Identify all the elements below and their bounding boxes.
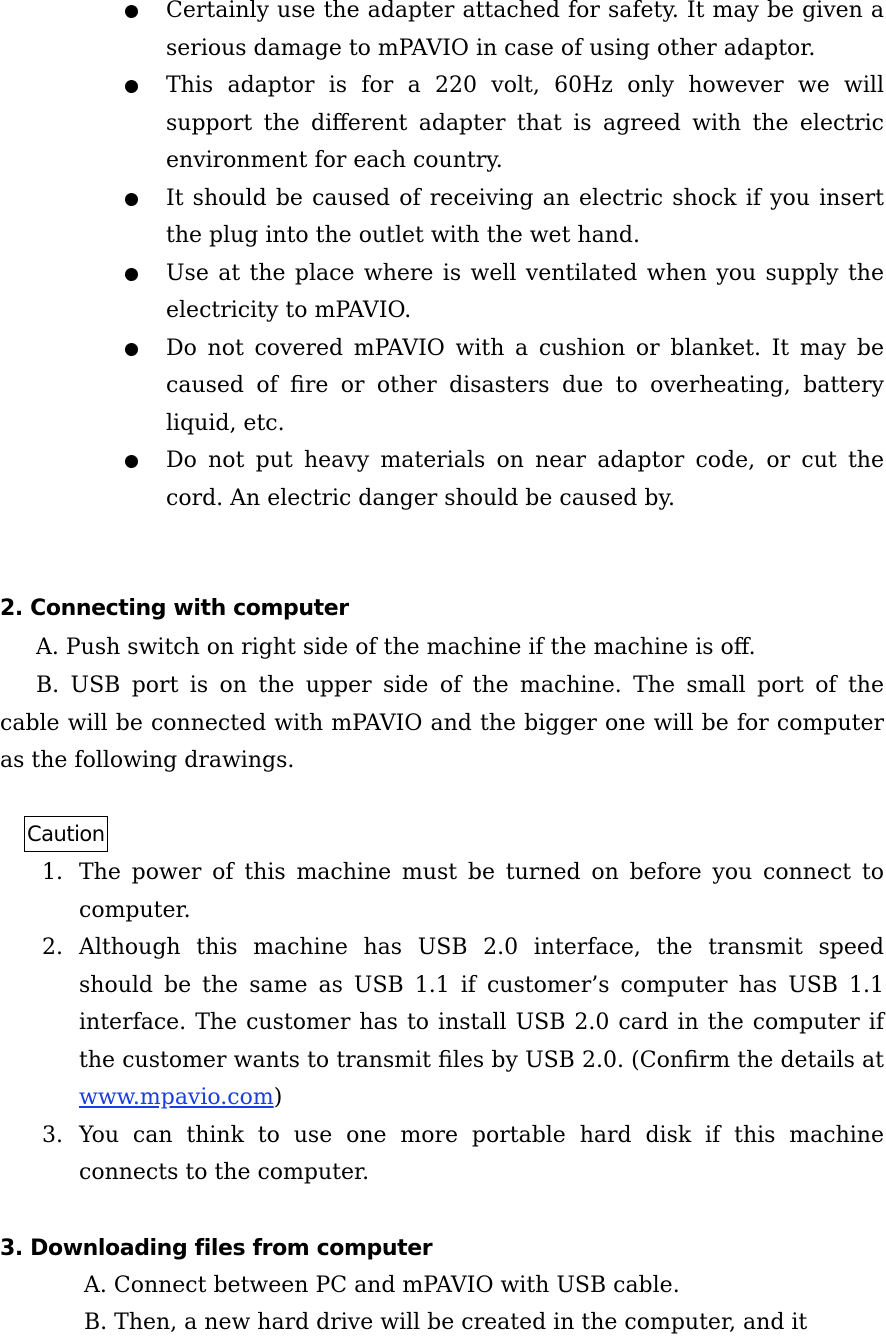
bullet-item: Do not covered mPAVIO with a cushion or blanket. It may be caused of fire or other disasters due to overheating, battery liquid, etc. <box>166 330 884 443</box>
caution-item-number: 1. <box>42 860 63 885</box>
bullet-dot-icon <box>125 343 138 356</box>
bullet-item: Certainly use the adapter attached for safety. It may be given a serious damage to mPAVIO in case of using other adaptor. <box>166 0 884 67</box>
section-2-heading: 2. Connecting with computer <box>0 596 349 621</box>
caution-item-text: The power of this machine must be turned on before you connect to computer. <box>79 860 884 923</box>
safety-bullet-list <box>0 0 886 517</box>
bullet-dot-icon <box>125 193 138 206</box>
caution-item <box>42 1117 884 1192</box>
caution-item-number: 3. <box>42 1122 63 1148</box>
bullet-dot-icon <box>125 5 138 18</box>
bullet-item: This adaptor is for a 220 volt, 60Hz only however we will support the different adapter that is agreed with the electric environment for each country. <box>166 67 884 180</box>
section-3-item-b: B. Then, a new hard drive will be created in the computer, and it <box>84 1310 808 1335</box>
caution-item-text: Although this machine has USB 2.0 interface, the transmit speed should be the same as USB 1.1 if customer’s computer has USB 1.1 interface. The customer has to install USB 2.0 card in the computer if the customer wants to transmit files by USB 2.0. (Confirm the details at <box>79 935 884 1073</box>
caution-item-text: You can think to use one more portable hard disk if this machine connects to the computer. <box>79 1122 884 1185</box>
caution-list <box>0 854 886 1192</box>
bullet-item: Do not put heavy materials on near adaptor code, or cut the cord. An electric danger should be caused by. <box>166 442 884 517</box>
caution-item <box>42 929 884 1117</box>
bullet-dot-icon <box>125 80 138 93</box>
caution-label: Caution <box>24 816 108 852</box>
section-2-item-a: A. Push switch on right side of the machine if the machine is off. <box>36 635 756 660</box>
caution-item-text-end: ) <box>273 1085 283 1110</box>
section-3-heading: 3. Downloading files from computer <box>0 1236 433 1261</box>
bullet-item: Use at the place where is well ventilated when you supply the electricity to mPAVIO. <box>166 255 884 330</box>
caution-item <box>42 854 884 929</box>
section-2-item-b: B. USB port is on the upper side of the machine. The small port of the cable will be connected with mPAVIO and the bigger one will be for computer as the following drawings. <box>0 673 884 773</box>
bullet-item: It should be caused of receiving an electric shock if you insert the plug into the outlet with the wet hand. <box>166 180 884 255</box>
caution-item-number: 2. <box>42 935 63 960</box>
bullet-dot-icon <box>125 455 138 468</box>
bullet-dot-icon <box>125 268 138 281</box>
mpavio-website-link[interactable]: www.mpavio.com <box>79 1085 274 1110</box>
section-3-item-a: A. Connect between PC and mPAVIO with USB cable. <box>84 1273 680 1298</box>
